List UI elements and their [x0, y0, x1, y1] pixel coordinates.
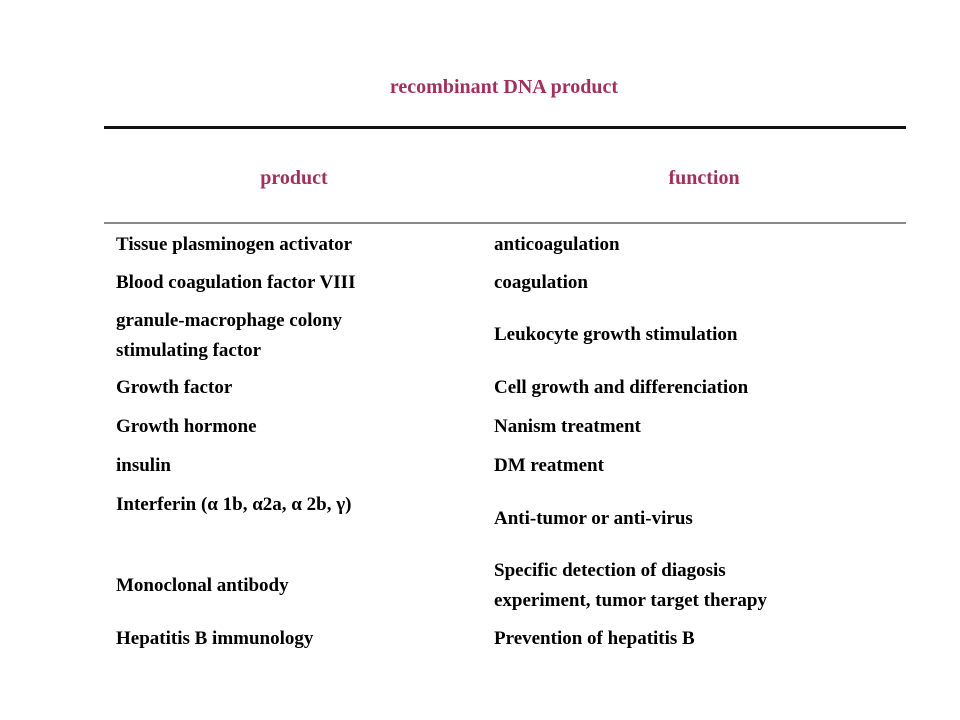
product-cell: Interferin (α 1b, α2a, α 2b, γ): [116, 494, 352, 515]
function-cell: coagulation: [494, 272, 588, 293]
table-title: recombinant DNA product: [389, 76, 619, 98]
function-cell: Leukocyte growth stimulation: [494, 324, 738, 345]
function-cell-line-1: Specific detection of diagosis: [494, 560, 726, 581]
product-cell-line-1: granule-macrophage colony: [116, 310, 343, 331]
product-cell: Monoclonal antibody: [116, 575, 289, 596]
product-cell: Growth hormone: [116, 416, 257, 437]
header-rule: [104, 222, 906, 224]
product-cell: insulin: [116, 455, 171, 476]
column-header-product: product: [260, 167, 328, 189]
function-cell-line-2: experiment, tumor target therapy: [494, 590, 767, 611]
product-cell-line-2: stimulating factor: [116, 340, 262, 361]
function-cell: DM reatment: [494, 455, 604, 476]
function-cell: Anti-tumor or anti-virus: [494, 508, 693, 529]
top-rule: [104, 126, 906, 129]
product-cell: Blood coagulation factor VIII: [116, 272, 356, 293]
product-cell: Hepatitis B immunology: [116, 628, 314, 649]
function-cell: Nanism treatment: [494, 416, 641, 437]
column-header-function: function: [668, 167, 740, 189]
product-cell: Tissue plasminogen activator: [116, 234, 353, 255]
product-cell: Growth factor: [116, 377, 233, 398]
function-cell: Cell growth and differenciation: [494, 377, 749, 398]
function-cell: Prevention of hepatitis B: [494, 628, 695, 649]
function-cell: anticoagulation: [494, 234, 620, 255]
